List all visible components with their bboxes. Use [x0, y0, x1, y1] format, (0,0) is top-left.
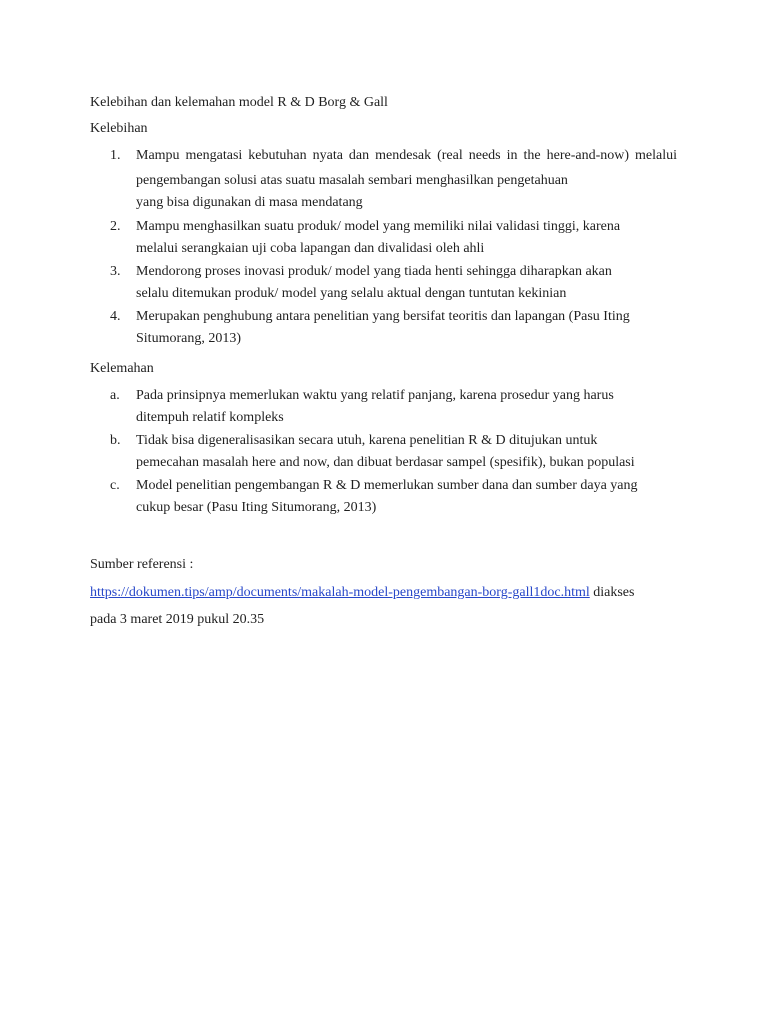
kelebihan-heading: Kelebihan — [90, 121, 148, 136]
list-item-text: Merupakan penghubung antara penelitian yang bersifat teoritis dan lapangan (Pasu Iting — [136, 309, 630, 324]
list-item-text-cont: cukup besar (Pasu Iting Situmorang, 2013) — [136, 500, 377, 515]
list-item-text: Mampu menghasilkan suatu produk/ model yang memiliki nilai validasi tinggi, karena — [136, 219, 621, 234]
list-item — [110, 428, 677, 475]
source-label: Sumber referensi : — [90, 557, 194, 572]
list-item-text: Tidak bisa digeneralisasikan secara utuh, karena penelitian R & D ditujukan untuk — [136, 433, 598, 448]
list-item-text-cont: melalui serangkaian uji coba lapangan dan divalidasi oleh ahli — [136, 241, 485, 256]
list-marker: 4. — [110, 309, 121, 324]
source-accessed-text: diakses — [593, 585, 635, 600]
document-title: Kelebihan dan kelemahan model R & D Borg & Gall — [90, 95, 388, 110]
kelemahan-heading: Kelemahan — [90, 361, 154, 376]
source-date: pada 3 maret 2019 pukul 20.35 — [90, 612, 265, 627]
list-marker: b. — [110, 433, 121, 448]
list-item — [110, 259, 677, 306]
list-item — [110, 383, 677, 430]
list-marker: 2. — [110, 219, 121, 234]
list-item-text: Model penelitian pengembangan R & D memerlukan sumber dana dan sumber daya yang — [136, 478, 638, 493]
list-item-text-cont: selalu ditemukan produk/ model yang selalu aktual dengan tuntutan kekinian — [136, 286, 567, 301]
list-item-text: Pada prinsipnya memerlukan waktu yang relatif panjang, karena prosedur yang harus — [136, 388, 614, 403]
list-marker: 1. — [110, 148, 121, 163]
list-item-text-cont: ditempuh relatif kompleks — [136, 410, 284, 425]
source-link-line — [90, 584, 634, 602]
list-item — [110, 214, 677, 261]
list-item-text: Mampu mengatasi kebutuhan nyata dan mendesak (real needs in the here-and-now) melalui pengembangan solusi atas suatu masalah sembari menghasilkan pengetahuan — [136, 148, 677, 188]
list-marker: c. — [110, 478, 120, 493]
list-item-text: Mendorong proses inovasi produk/ model yang tiada henti sehingga diharapkan akan — [136, 264, 612, 279]
list-item-text-cont: yang bisa digunakan di masa mendatang — [136, 195, 363, 210]
list-item — [110, 304, 677, 351]
list-item-text-cont: pemecahan masalah here and now, dan dibuat berdasar sampel (spesifik), bukan populasi — [136, 455, 635, 470]
source-link[interactable]: https://dokumen.tips/amp/documents/makalah-model-pengembangan-borg-gall1doc.html — [90, 585, 590, 600]
list-item — [110, 143, 677, 215]
list-marker: 3. — [110, 264, 121, 279]
list-item-text-cont: Situmorang, 2013) — [136, 331, 241, 346]
list-item — [110, 473, 677, 520]
list-marker: a. — [110, 388, 120, 403]
